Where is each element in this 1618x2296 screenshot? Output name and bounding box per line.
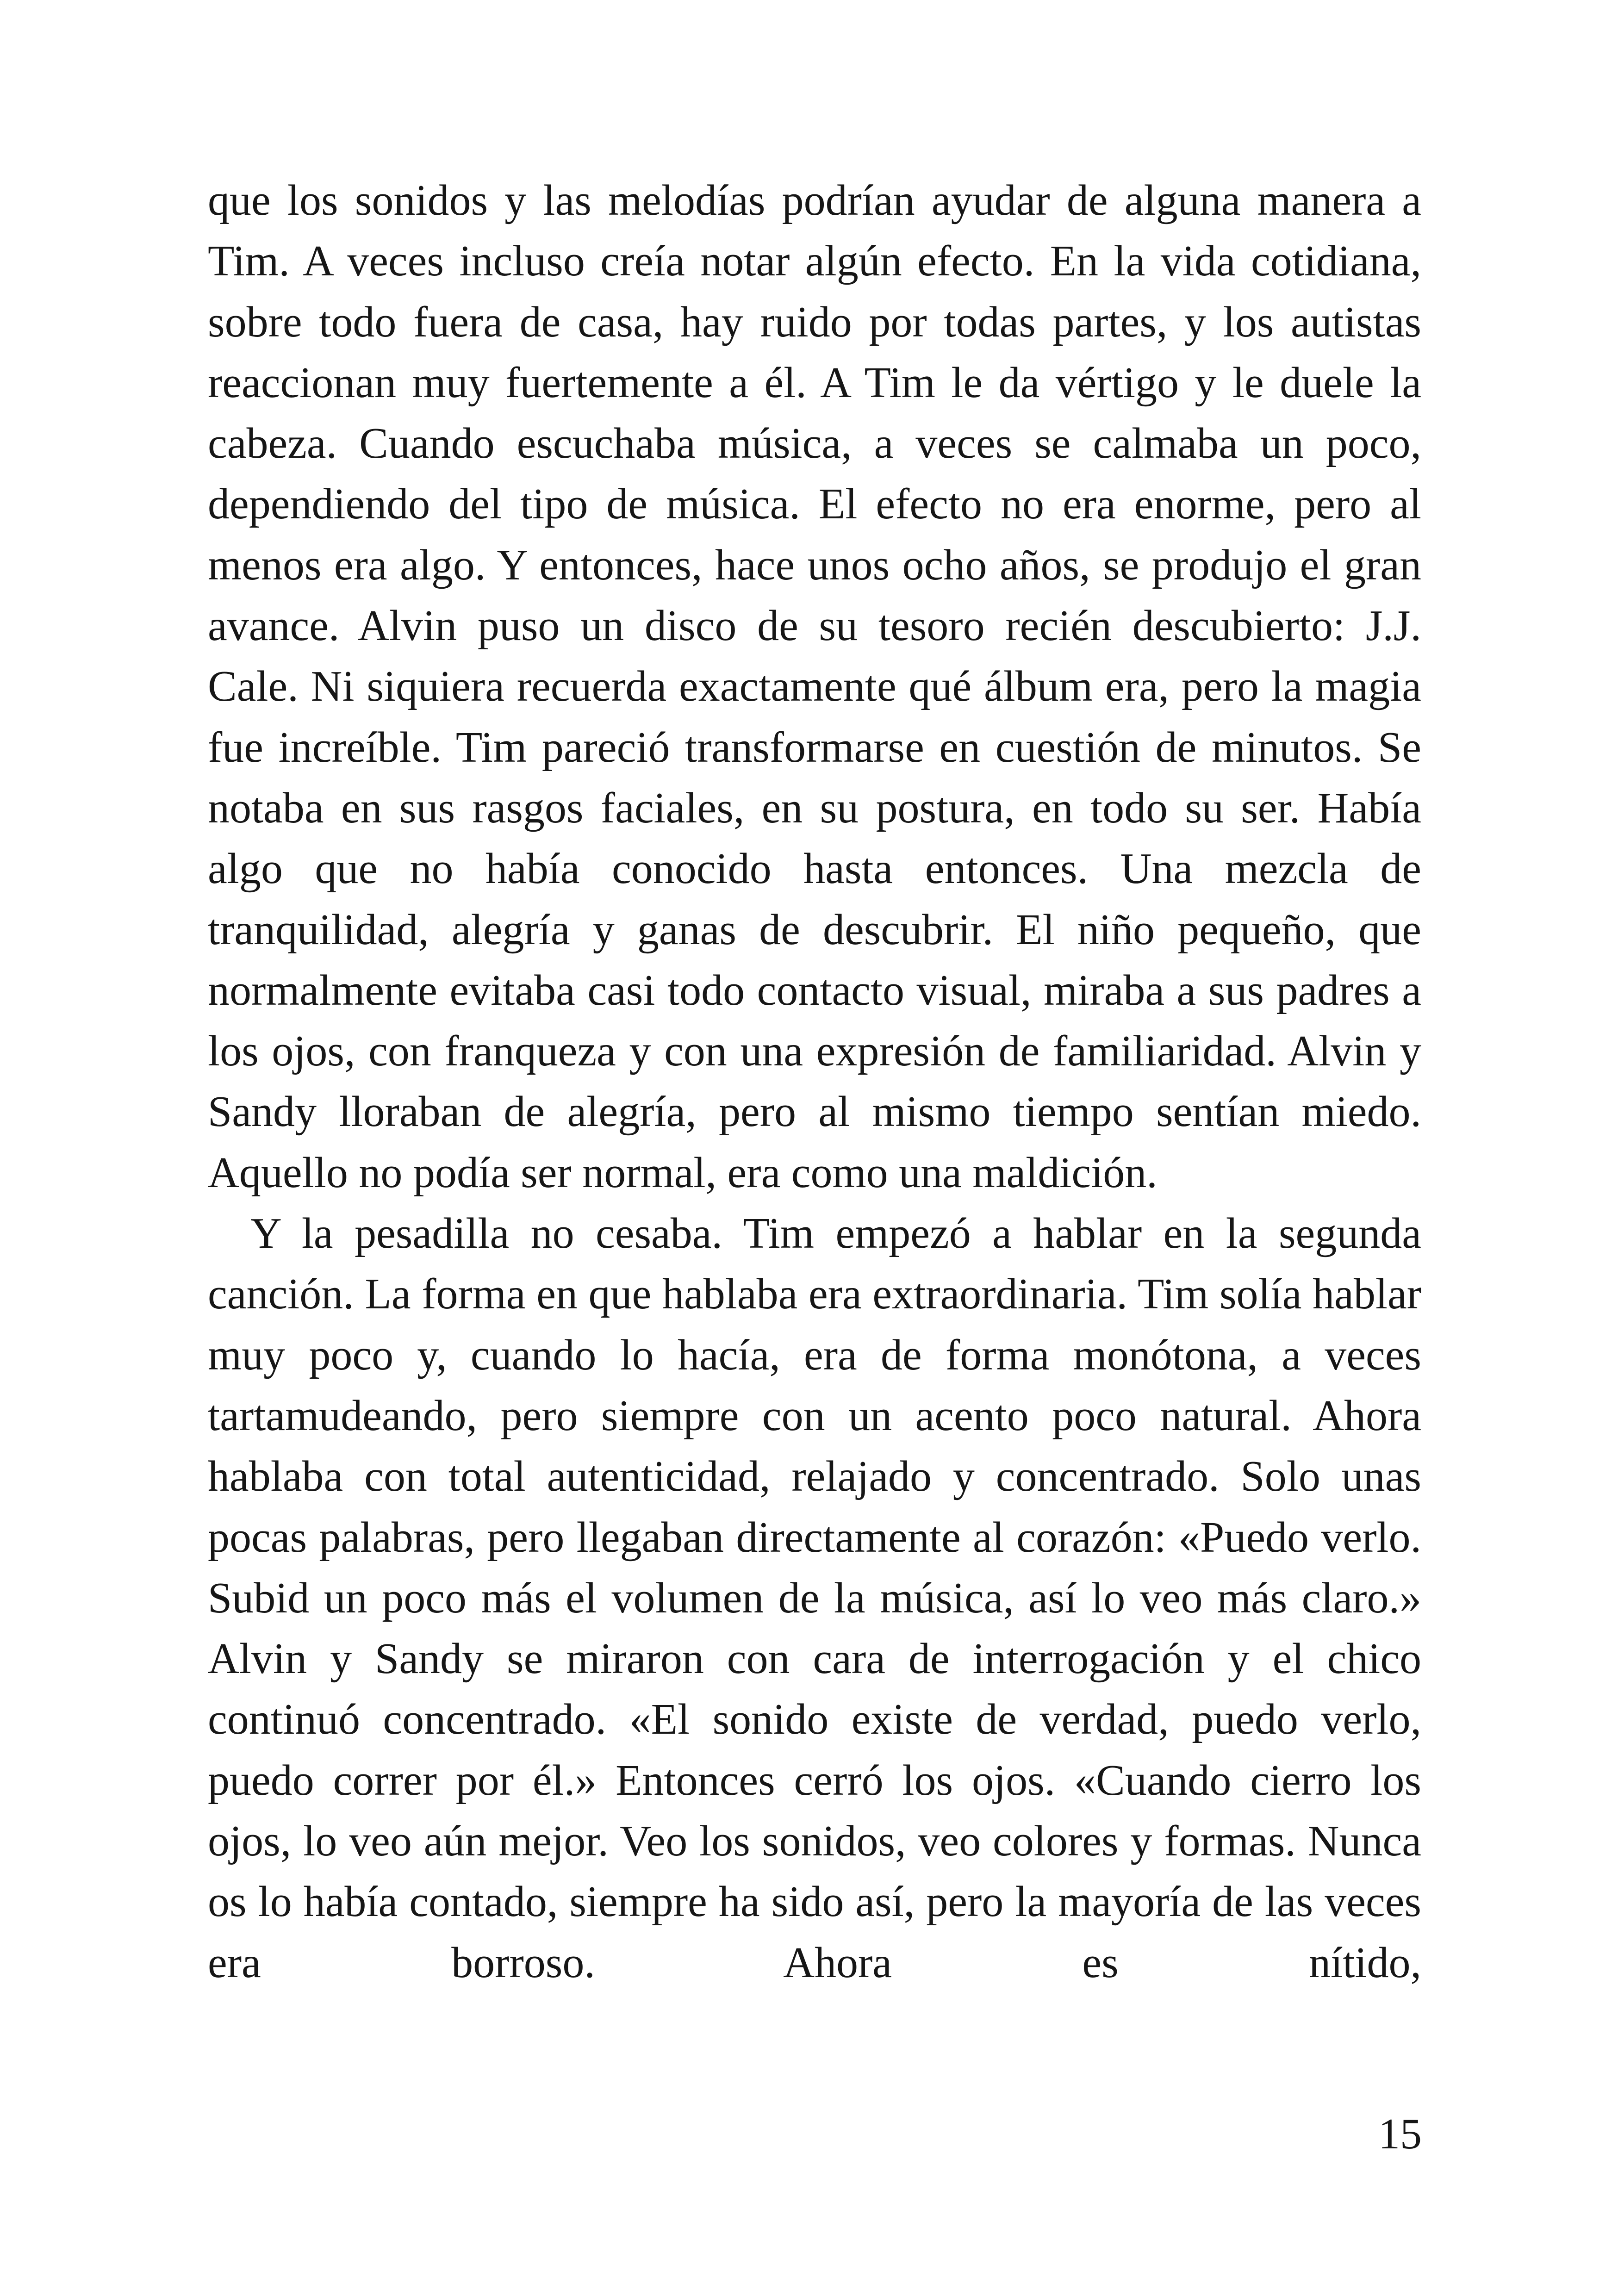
page-number: 15: [1378, 2110, 1422, 2158]
paragraph-1: que los sonidos y las melodías podrían ayudar de alguna manera a Tim. A veces incluso creía notar algún efecto. En la vida cotidiana, sobre todo fuera de casa, hay ruido por todas partes, y los autistas reaccionan muy fuertemente a él. A Tim le da vértigo y le duele la cabeza. Cuando escuchaba música, a veces se calmaba un poco, dependiendo del tipo de música. El efecto no era enorme, pero al menos era algo. Y entonces, hace unos ocho años, se produjo el gran avance. Alvin puso un disco de su tesoro recién descubierto: J.J. Cale. Ni siquiera recuerda exactamente qué álbum era, pero la magia fue increíble. Tim pareció transformarse en cuestión de minutos. Se notaba en sus rasgos faciales, en su postura, en todo su ser. Había algo que no había conocido hasta entonces. Una mezcla de tranquilidad, alegría y ganas de descubrir. El niño pequeño, que normalmente evitaba casi todo contacto visual, miraba a sus padres a los ojos, con franqueza y con una expresión de familiaridad. Alvin y Sandy lloraban de alegría, pero al mismo tiempo sentían miedo. Aquello no podía ser normal, era como una maldición.: [208, 176, 1421, 1197]
body-text: [208, 170, 1421, 1993]
paragraph-2: Y la pesadilla no cesaba. Tim empezó a hablar en la segunda canción. La forma en que hablaba era extraordinaria. Tim solía hablar muy poco y, cuando lo hacía, era de forma monótona, a veces tartamudeando, pero siempre con un acento poco natural. Ahora hablaba con total autenticidad, relajado y concentrado. Solo unas pocas palabras, pero llegaban directamente al corazón: «Puedo verlo. Subid un poco más el volumen de la música, así lo veo más claro.» Alvin y Sandy se miraron con cara de interrogación y el chico continuó concentrado. «El sonido existe de verdad, puedo verlo, puedo correr por él.» Entonces cerró los ojos. «Cuando cierro los ojos, lo veo aún mejor. Veo los sonidos, veo colores y formas. Nunca os lo había contado, siempre ha sido así, pero la mayoría de las veces era borroso. Ahora es nítido,: [208, 1209, 1421, 1987]
